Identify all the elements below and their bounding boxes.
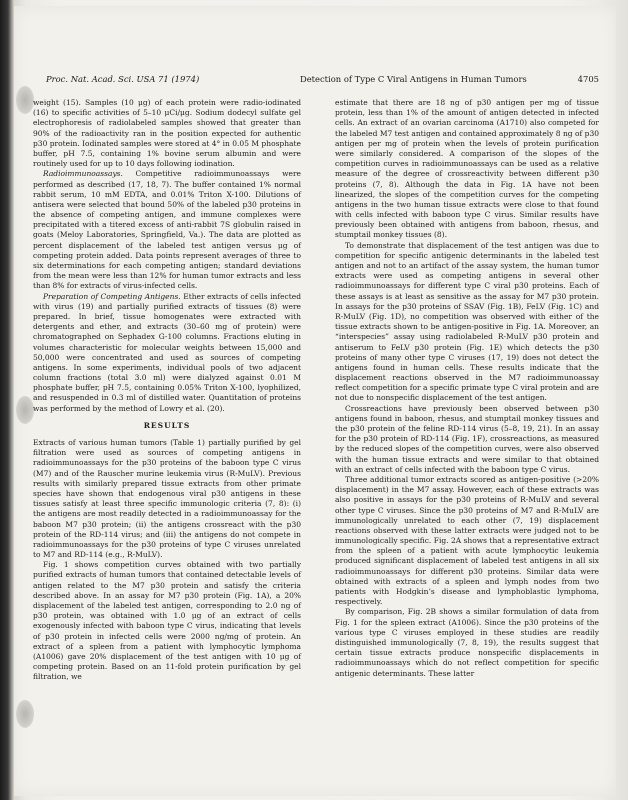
page-number: 4705	[577, 74, 599, 84]
left-column	[33, 98, 301, 683]
section-runin-title: Radioimmunoassays.	[43, 169, 123, 179]
paragraph: Fig. 1 shows competition curves obtained with two partially purified extracts of human tumors that contained detectable levels of antigen related to the M7 p30 protein and satisfy the criteria described above. In an assay for M7 p30 protein (Fig. 1A), a 20% displacement of the labeled test antigen, corresponding to 2.0 ng of p30 protein, was obtained with 1.0 μg of an extract of cells exogenously infected with baboon type C virus, indicating that levels of p30 protein in infected cells were 2000 ng/mg of protein. An extract of a spleen from a patient with lymphocytic lymphoma (A1006) gave 20% displacement of the test antigen with 10 μg of competing protein. Based on an 11-fold protein purification by gel filtration, we	[33, 560, 301, 682]
paragraph-text: Ether extracts of cells infected with virus (19) and partially purified extracts of tissues (8) were prepared. In brief, tissue homogenates were extracted with detergents and ether, and extracts (30–60 mg of protein) were chromatographed on Sephadex G-100 columns. Fractions eluting in volumes characteristic for molecular weights between 15,000 and 50,000 were concentrated and used as sources of competing antigens. In some experiments, individual pools of two adjacent column fractions (total 3.0 ml) were dialyzed against 0.01 M phosphate buffer, pH 7.5, containing 0.05% Triton X-100, lyophilized, and resuspended in 0.3 ml of distilled water. Quantitation of proteins was performed by the method of Lowry et al. (20).	[33, 291, 302, 413]
paragraph	[33, 292, 301, 414]
paragraph: By comparison, Fig. 2B shows a similar formulation of data from Fig. 1 for the spleen extract (A1006). Since the p30 proteins of the various type C viruses employed in these studies are readily distinguished immunologically (7, 8, 19), the results suggest that certain tissue extracts produce nonspecific displacements in radioimmunoassays which do not reflect competition for specific antigenic determinants. These latter	[335, 607, 599, 678]
right-column	[335, 98, 599, 679]
paragraph: Crossreactions have previously been observed between p30 antigens found in baboon, rhesus, and stumptail monkey tissues and the p30 protein of the feline RD-114 virus (5–8, 19, 21). In an assay for the p30 protein of RD-114 (Fig. 1F), crossreactions, as measured by the reduced slopes of the competition curves, were also observed with the human tissue extracts and were similar to that obtained with an extract of cells infected with the baboon type C virus.	[335, 403, 599, 474]
punch-hole	[16, 700, 34, 728]
paragraph: Three additional tumor extracts scored as antigen-positive (>20% displacement) in the M7 assay. However, each of these extracts was also positive in assays for the p30 proteins of R-MuLV and several other type C viruses. Since the p30 proteins of M7 and R-MuLV are immunologically unrelated to each other (7, 19) displacement reactions observed with these latter extracts were judged not to be immunologically specific. Fig. 2A shows that a representative extract from the spleen of a patient with acute lymphocytic leukemia produced significant displacement of labeled test antigens in all six radioimmunoassays for different p30 proteins. Similar data were obtained with extracts of a spleen and lymph nodes from two patients with Hodgkin’s disease and lymphoblastic lymphoma, respectively.	[335, 474, 599, 607]
paragraph: Extracts of various human tumors (Table 1) partially purified by gel filtration were used as sources of competing antigens in radioimmunoassays for the p30 proteins of the baboon type C virus (M7) and of the Rauscher murine leukemia virus (R-MuLV). Previous results with similarly prepared tissue extracts from other primate species have shown that endogenous viral p30 antigens in these tissues satisfy at least three specific immunologic criteria (7, 8): (i) the antigens are most readily detected in a radioimmunoassay for the baboon M7 p30 protein; (ii) the antigens crossreact with the p30 protein of the RD-114 virus; and (iii) the antigens do not compete in radioimmunoassays for the p30 proteins of type C viruses unrelated to M7 and RD-114 (e.g., R-MuLV).	[33, 438, 301, 560]
paragraph: weight (15). Samples (10 μg) of each protein were radio-iodinated (16) to specific activities of 5–10 μCi/μg. Sodium dodecyl sulfate gel electrophoresis of radiolabeled samples showed that greater than 90% of the radioactivity ran in the position expected for authentic p30 protein. Iodinated samples were stored at 4° in 0.05 M phosphate buffer, pH 7.5, containing 1% bovine serum albumin and were routinely used for up to 10 days following iodination.	[33, 98, 301, 169]
section-runin-title: Preparation of Competing Antigens.	[43, 291, 181, 301]
running-header	[46, 74, 599, 88]
paragraph	[33, 169, 301, 291]
section-heading: RESULTS	[143, 420, 191, 430]
paragraph-text: Competitive radioimmunoassays were performed as described (17, 18, 7). The buffer contained 1% normal rabbit serum, 10 mM EDTA, and 0.01% Triton X-100. Dilutions of antisera were selected that bound 50% of the labeled p30 proteins in the absence of competing antigen, and immune complexes were precipitated with a titered excess of anti-rabbit 7S globulin raised in goats (Meloy Laboratories, Springfield, Va.). The data are plotted as percent displacement of the labeled test antigen versus μg of competing protein added. Data points represent averages of three to six determinations for each competing antigen; standard deviations from the mean were less than 12% for human tumor extracts and less than 8% for extracts of virus-infected cells.	[33, 169, 301, 291]
paragraph: To demonstrate that displacement of the test antigen was due to competition for specific antigenic determinants in the labeled test antigen and not to an artifact of the assay system, the human tumor extracts were used as competing antigens in several other radioimmunoassays for different type C viral p30 proteins. Each of these assays is at least as sensitive as the assay for M7 p30 protein. In assays for the p30 proteins of SSAV (Fig. 1B), FeLV (Fig. 1C) and R-MuLV (Fig. 1D), no competition was observed with either of the tissue extracts shown to be antigen-positive in Fig. 1A. Moreover, an “interspecies” assay using radiolabeled R-MuLV p30 protein and antiserum to FeLV p30 protein (Fig. 1E) which detects the p30 proteins of many other type C viruses (17, 19) does not detect the antigens found in human cells. These results indicate that the displacement reactions observed in the M7 radioimmunoassay reflect competition for a specific primate type C viral protein and are not due to nonspecific displacement of the test antigen.	[335, 240, 599, 403]
journal-page	[14, 6, 616, 796]
journal-citation: Proc. Nat. Acad. Sci. USA 71 (1974)	[46, 74, 200, 84]
punch-hole	[16, 86, 34, 114]
article-title: Detection of Type C Viral Antigens in Human Tumors	[300, 74, 527, 84]
punch-hole	[16, 396, 34, 424]
paragraph: estimate that there are 18 ng of p30 antigen per mg of tissue protein, less than 1% of the amount of antigen detected in infected cells. An extract of an ovarian carcinoma (A1710) also competed for the labeled M7 test antigen and contained approximately 8 ng of p30 antigen per mg of protein when the levels of protein purification were similarly considered. A comparison of the slopes of the competition curves in radioimmunoassays can be used as a relative measure of the degree of crossreactivity between different p30 proteins (7, 8). Although the data in Fig. 1A have not been linearized, the slopes of the competition curves for the competing antigens in the two human tissue extracts were close to that found with cells infected with baboon type C virus. Similar results have previously been obtained with antigens from baboon, rhesus, and stumptail monkey tissues (8).	[335, 98, 599, 240]
